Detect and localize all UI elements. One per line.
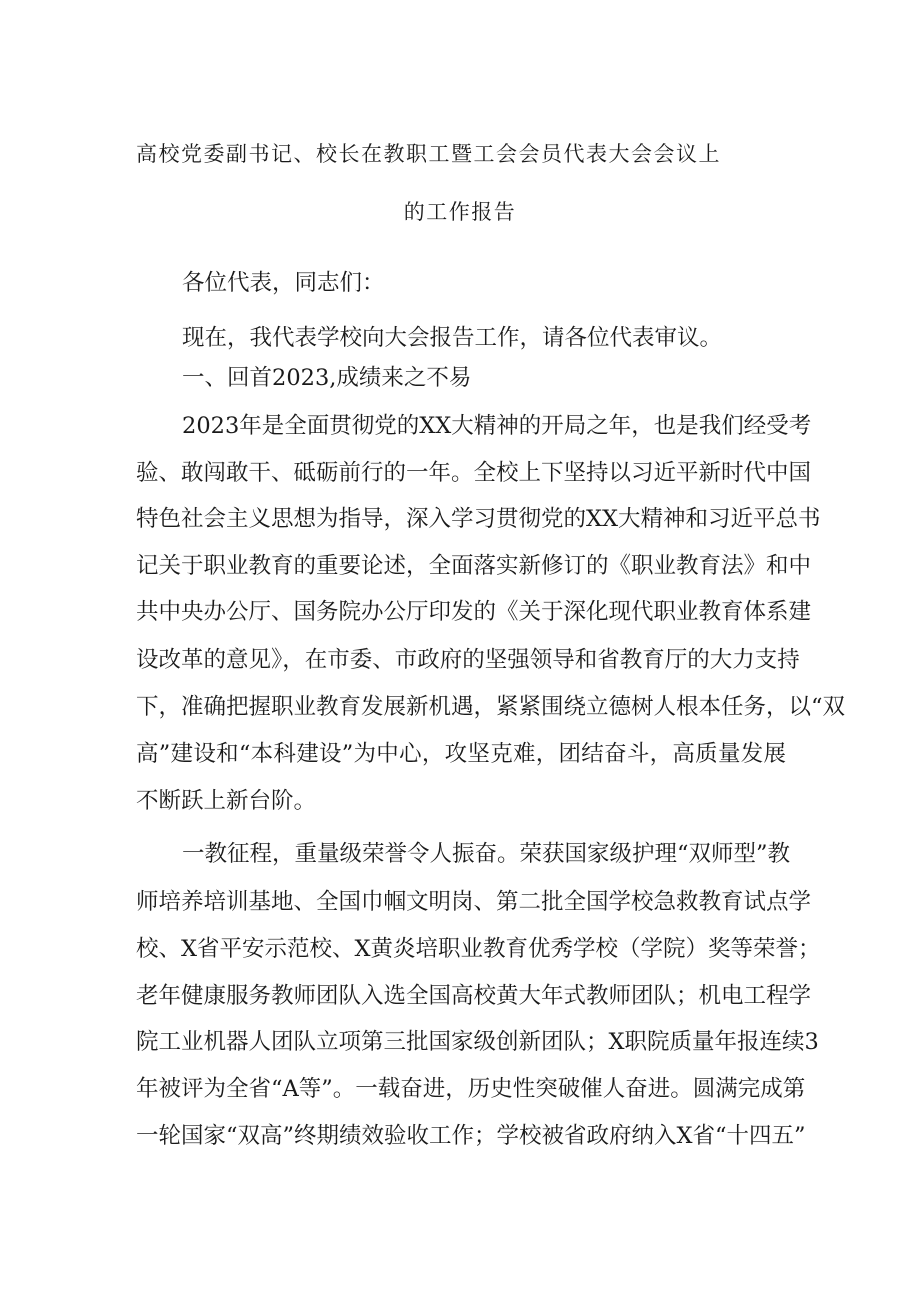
paragraph-line: 一轮国家“双高”终期绩效验收工作；学校被省政府纳入X省“十四五” (136, 1123, 806, 1149)
paragraph-line: 不断跃上新台阶。 (136, 788, 317, 814)
paragraph-line: 设改革的意见》，在市委、市政府的坚强领导和省教育厅的大力支持 (136, 647, 800, 673)
paragraph-line: 院工业机器人团队立项第三批国家级创新团队；X职院质量年报连续3 (136, 1029, 819, 1055)
section-heading: 一、回首2023,成绩来之不易 (182, 365, 472, 391)
paragraph-line: 下，准确把握职业教育发展新机遇，紧紧围绕立德树人根本任务，以“双 (136, 694, 846, 720)
paragraph-line: 记关于职业教育的重要论述，全面落实新修订的《职业教育法》和中 (136, 553, 812, 579)
paragraph-line: 老年健康服务教师团队入选全国高校黄大年式教师团队；机电工程学 (136, 983, 812, 1009)
paragraph-line: 校、X省平安示范校、X黄炎培职业教育优秀学校（学院）奖等荣誉； (136, 936, 821, 962)
paragraph-line: 年被评为全省“A等”。一载奋进，历史性突破催人奋进。圆满完成第 (136, 1076, 806, 1102)
greeting: 各位代表，同志们： (182, 270, 385, 296)
intro-paragraph: 现在，我代表学校向大会报告工作，请各位代表审议。 (182, 325, 723, 351)
paragraph-line: 共中央办公厅、国务院办公厅印发的《关于深化现代职业教育体系建 (136, 599, 812, 625)
report-title-line-1: 高校党委副书记、校长在教职工暨工会会员代表大会会议上 (136, 142, 721, 166)
paragraph-line: 高”建设和“本科建设”为中心，攻坚克难，团结奋斗，高质量发展 (136, 741, 786, 767)
paragraph-line: 验、敢闯敢干、砥砺前行的一年。全校上下坚持以习近平新时代中国 (136, 460, 812, 486)
report-title-line-2: 的工作报告 (403, 200, 517, 224)
paragraph-line: 一教征程，重量级荣誉令人振奋。荣获国家级护理“双师型”教 (182, 841, 791, 867)
paragraph-line: 特色社会主义思想为指导，深入学习贯彻党的XX大精神和习近平总书 (136, 506, 821, 532)
paragraph-line: 师培养培训基地、全国巾帼文明岗、第二批全国学校急救教育试点学 (136, 889, 812, 915)
paragraph-line: 2023年是全面贯彻党的XX大精神的开局之年，也是我们经受考 (182, 413, 812, 439)
